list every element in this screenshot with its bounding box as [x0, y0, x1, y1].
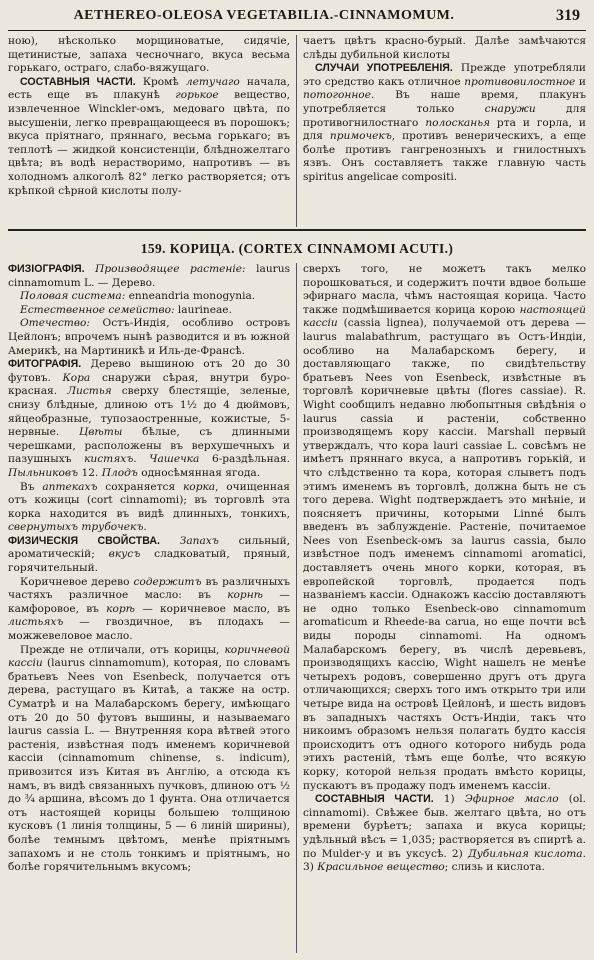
top-left-column: [8, 35, 297, 227]
phytography-paragraph: ФИТОГРАФІЯ. Дерево вышиною отъ 20 до 30 футовъ. Кора снаружи сѣрая, внутри буро-красная. Листья сверху блестящіе, зеленые, снизу блѣдные, длиною отъ 1½ до 4 дюймовъ, яйцеобразные, тупозаостренные, кожистые, 5-нервные. Цвѣты бѣлые, съ длинными черешками, расположены въ верхушечныхъ и пазушныхъ кистяхъ. Чашечка 6-раздѣльная. Пыльниковъ 12. Плодъ односѣмянная ягода.: [8, 358, 290, 479]
sexual-system-line: Половая система: enneandria monogynia.: [20, 290, 256, 303]
page-number: 319: [556, 7, 580, 24]
article-body: [8, 263, 586, 953]
section-divider: [8, 229, 586, 231]
top-right-column: [297, 35, 586, 227]
physiography-paragraph: ФИЗІОГРАФІЯ. Производящее растеніе: laurus cinnamomum L. — Дерево.: [8, 263, 291, 289]
homeland-paragraph: Отечество: Остъ-Индія, особливо островъ Цейлонъ; впрочемъ нынѣ разводится и въ южной Америкѣ, на Мартиникѣ и Иль-де-Франсѣ.: [8, 317, 290, 357]
article-left-column: [8, 263, 297, 953]
natural-family-line: Естественное семейство: laurineae.: [20, 303, 232, 316]
running-title: AETHEREO-OLEOSA VEGETABILIA.-CINNAMOMUM.: [73, 8, 455, 23]
running-header: [8, 6, 586, 31]
pharmacy-paragraph: Въ аптекахъ сохраняется корка, очищенная отъ кожицы (cort cinnamomi); въ торговлѣ эта корка находится въ видѣ длинныхъ, тонкихъ, свернутыхъ трубочекъ.: [8, 480, 290, 534]
section-label: СОСТАВНЫЯ ЧАСТИ.: [20, 75, 136, 88]
cinnamon-tree-oils-paragraph: Коричневое дерево содержитъ въ различныхъ частяхъ различное масло: въ корнѣ — камфоровое, въ корѣ — коричневое масло, въ листьяхъ — гвоздичное, въ плодахъ — можжевеловое масло.: [8, 575, 290, 643]
cassia-continuation-paragraph: сверхъ того, не можетъ такъ мелко порошковаться, и содержитъ почти вдвое больше эфирнаго масла, чѣмъ настоящая корица. Часто также подмѣшивается корица корою настоящей кассіи (cassia lignea), получаемой отъ дерева — laurus malabathrum, растущаго въ Остъ-Индіи, особливо на Малабарскомъ берегу, и доставляющаго также, по свидѣтельству братьевъ Nees von Esenbeck, извѣстные въ торговлѣ коричневые цвѣты (flores cassiae). R. Wight сообщилъ недавно любопытныя свѣдѣнія о laurus cassia и растеніи, собственно производящемъ кору кассіи. Marshall первый утверждалъ, что кора lauri cassiae L. совсѣмъ не имѣетъ пряннаго вкуса, а напротивъ горькій, и что слѣдственно та кора, которая слыветъ подъ этимъ именемъ въ торговлѣ, должна быть не съ того дерева. Wight подтверждаетъ это мнѣніе, и поясняетъ причины, которыми Linné былъ введенъ въ заблужденіе. Растеніе, почитаемое Nees von Esenbeck-омъ за laurus cassia, было извѣстное подъ именемъ cinnamomi aromatici, доставляетъ очень много корки, которая, въ европейской торговлѣ, продается подъ названіемъ кассіи. Однакожъ кассію доставляютъ не одно только Esenbeck-ово cinnamomum aromaticum и Rheede-ва carua, но еще почти всѣ виды породы cinnamomi. На одномъ Малабарскомъ берегу, въ числѣ деревьевъ, производящихъ кассію, Wight нашелъ не менѣе четырехъ родовъ, совершенно другъ отъ друга отличающихся; сверхъ того имъ открыто три или четыре вида на островѣ Цейлонѣ, и шесть видовъ въ западныхъ частяхъ Остъ-Индіи, такъ что никоимъ образомъ нельзя полагать будто кассія происходитъ отъ одного которого нибудь рода этихъ растеній, тѣмъ еще болѣе, что всякую корку, которой нельзя продать вмѣсто корицы, пускаютъ въ продажу подъ именемъ кассіи.: [303, 263, 586, 792]
chemical-constituents-paragraph: СОСТАВНЫЯ ЧАСТИ. Кромѣ летучаго начала, есть еще въ плакунѣ горькое вещество, извлеченное Winckler-омъ, медоваго цвѣта, по высушеніи, легко превращающееся въ порошокъ; вкуса пріятнаго, пряннаго, весьма горькаго; въ теплотѣ — жидкой консистенціи, блѣдножелтаго цвѣта; въ водѣ нерастворимо, напротивъ — въ холодномъ алкоголѣ 82° легко растворяется; отъ крѣпкой сѣрной кислоты полу-: [8, 75, 290, 197]
article-right-column: [297, 263, 586, 953]
cassia-paragraph: Прежде не отличали, отъ корицы, коричневой кассіи (laurus cinnamomum), которая, по словамъ братьевъ Nees von Esenbeck, получается отъ дерева, растущаго въ Китаѣ, а также на остр. Суматрѣ и на Малабарскомъ берегу, имѣющаго отъ 20 до 50 футовъ вышины, и называемаго laurus cassia L. — Внутренняя кора вѣтвей этого растенія, извѣстная подъ именемъ коричневой кассіи (cinnamomum chinense, s. indicum), привозится изъ Китая въ Англію, а отсюда къ намъ, въ видѣ связанныхъ пучковъ, длиною отъ ½ до ¾ аршина, вѣсомъ до 1 фунта. Она отличается отъ настоящей корицы большею толщиною кусковъ (1 линія толщины, 5 — 6 линій ширины), болѣе темнымъ цвѣтомъ, менѣе пріятнымъ запахомъ и не столь тонкимъ и пріятнымъ, но болѣе горячительнымъ вкусомъ;: [8, 643, 290, 874]
section-label: СОСТАВНЫЯ ЧАСТИ.: [315, 793, 434, 806]
physical-properties-paragraph: ФИЗИЧЕСКІЯ СВОЙСТВА. Запахъ сильный, ароматическій; вкусъ сладковатый, пряный, горячительный.: [8, 534, 291, 575]
description-tail: ною), нѣсколько морщиноватые, сидячіе, щетинистые, запаха чесночнаго, вкуса весьма горькаго, остраго, слабо-вяжущаго.: [8, 35, 290, 75]
section-label: СЛУЧАИ УПОТРЕБЛЕНІЯ.: [315, 62, 453, 75]
section-label: ФИЗИЧЕСКІЯ СВОЙСТВА.: [8, 534, 160, 547]
previous-article-end: [8, 35, 586, 227]
section-label: ФИЗІОГРАФІЯ.: [8, 263, 85, 275]
constituents-paragraph: СОСТАВНЫЯ ЧАСТИ. 1) Эфирное масло (ol. cinnamomi). Свѣжее быв. желтаго цвѣта, но отъ времени бурѣетъ; запаха и вкуса корицы; удѣльный вѣсъ = 1,035; растворяется въ спиртѣ а. по Mulder-у и въ уксусѣ. 2) Дубильная кислота. 3) Красильное вещество; слизь и кислота.: [303, 793, 586, 874]
uses-paragraph: СЛУЧАИ УПОТРЕБЛЕНІЯ. Прежде употребляли это средство какъ отличное противовилостное и потогонное. Въ наше время, плакунъ употребляется только снаружи для противогнилостнаго полосканья рта и горла, и для примочекъ, противъ венерическихъ, а еще болѣе противъ гангренозныхъ и гнилостныхъ язвъ. Онъ составляетъ также главную часть spiritus angelicae compositi.: [303, 62, 586, 183]
section-label: ФИТОГРАФІЯ.: [8, 358, 82, 371]
constituents-continuation: чаетъ цвѣтъ красно-бурый. Далѣе замѣчаются слѣды дубильной кислоты: [303, 35, 586, 61]
article-heading: 159. КОРИЦА. (CORTEX CINNAMOMI ACUTI.): [140, 241, 454, 256]
